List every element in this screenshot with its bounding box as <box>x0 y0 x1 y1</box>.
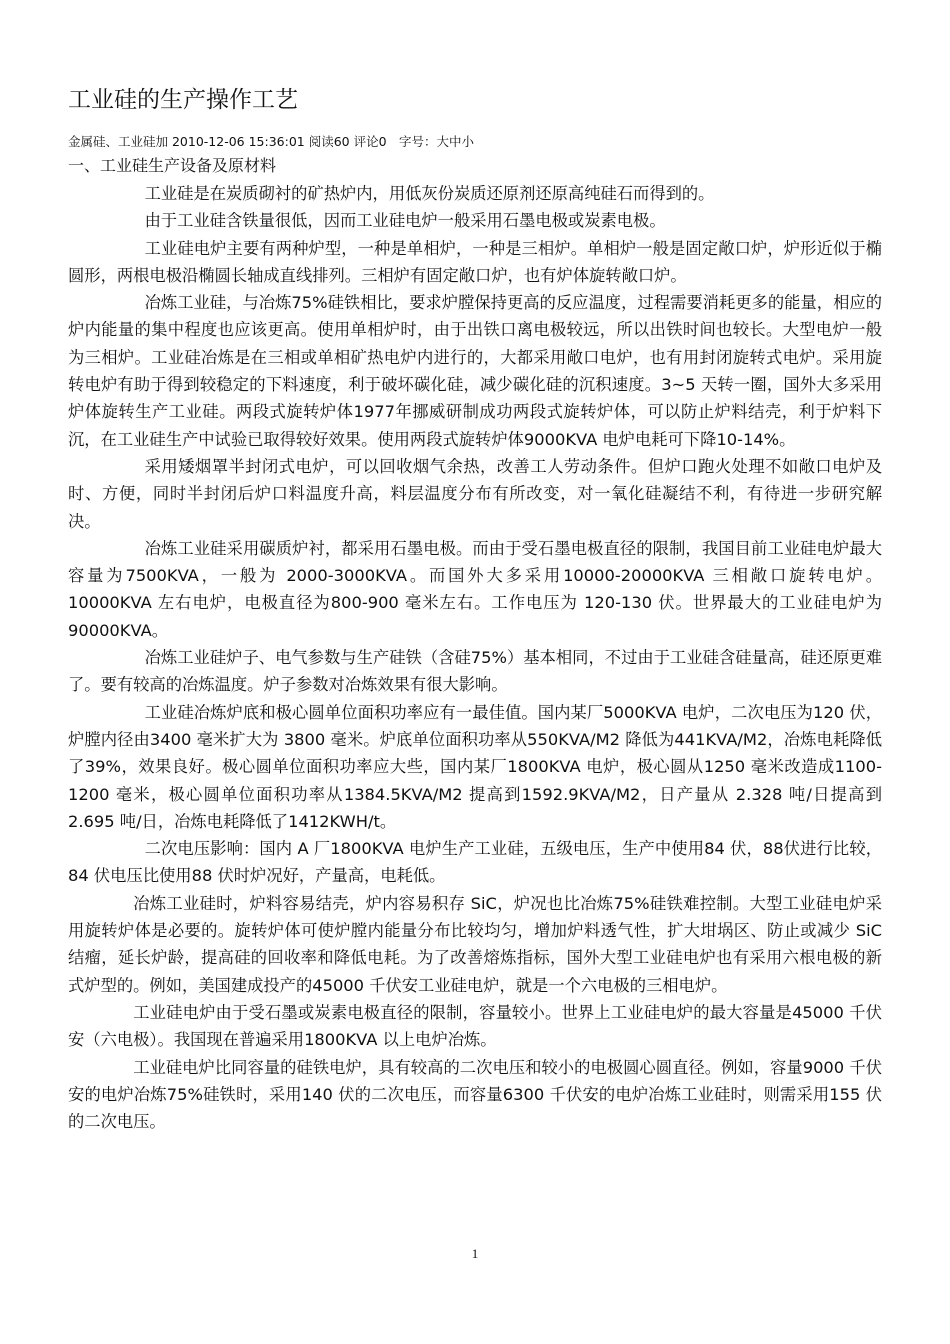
paragraph: 工业硅电炉比同容量的硅铁电炉，具有较高的二次电压和较小的电极圆心圆直径。例如，容量9000 千伏安的电炉冶炼75%硅铁时，采用140 伏的二次电压，而容量6300 千伏安的电炉冶炼工业硅时，则需采用155 伏的二次电压。 <box>68 1057 882 1132</box>
paragraph: 采用矮烟罩半封闭式电炉，可以回收烟气余热，改善工人劳动条件。但炉口跑火处理不如敞口电炉及时、方便，同时半封闭后炉口料温度升高，料层温度分布有所改变，对一氧化硅凝结不利，有待进一步研究解决。 <box>68 456 882 531</box>
paragraph: 由于工业硅含铁量很低，因而工业硅电炉一般采用石墨电极或炭素电极。 <box>144 211 666 231</box>
article-meta: 金属硅、工业硅加 2010-12-06 15:36:01 阅读60 评论0 字号：大中小 <box>68 134 475 149</box>
paragraph: 工业硅冶炼炉底和极心圆单位面积功率应有一最佳值。国内某厂5000KVA 电炉，二次电压为120 伏，炉膛内径由3400 毫米扩大为 3800 毫米。炉底单位面积功率从550KVA/M2 降低为441KVA/M2，冶炼电耗降低了39%，效果良好。极心圆单位面积功率应大些，国内某厂1800KVA 电炉，极心圆从1250 毫米改造成1100-1200 毫米，极心圆单位面积功率从1384.5KVA/M2 提高到1592.9KVA/M2，日产量从 2.328 吨/日提高到2.695 吨/日，冶炼电耗降低了1412KWH/t。 <box>68 702 882 831</box>
paragraph: 冶炼工业硅，与冶炼75%硅铁相比，要求炉膛保持更高的反应温度，过程需要消耗更多的能量，相应的炉内能量的集中程度也应该更高。使用单相炉时，由于出铁口离电极较远，所以出铁时间也较长。大型电炉一般为三相炉。工业硅冶炼是在三相或单相矿热电炉内进行的，大都采用敞口电炉，也有用封闭旋转式电炉。采用旋转电炉有助于得到较稳定的下料速度，利于破坏碳化硅，减少碳化硅的沉积速度。3~5 天转一圈，国外大多采用炉体旋转生产工业硅。两段式旋转炉体1977年挪威研制成功两段式旋转炉体，可以防止炉料结壳，利于炉料下沉，在工业硅生产中试验已取得较好效果。使用两段式旋转炉体9000KVA 电炉电耗可下降10-14%。 <box>68 293 882 449</box>
section-heading: 一、工业硅生产设备及原材料 <box>68 156 277 175</box>
paragraph: 冶炼工业硅采用碳质炉衬，都采用石墨电极。而由于受石墨电极直径的限制，我国目前工业硅电炉最大容量为7500KVA，一般为 2000-3000KVA。而国外大多采用10000-20000KVA 三相敞口旋转电炉。 10000KVA 左右电炉，电极直径为800-900 毫米左右。工作电压为 120-130 伏。世界最大的工业硅电炉为90000KVA。 <box>68 538 882 640</box>
paragraph: 工业硅电炉由于受石墨或炭素电极直径的限制，容量较小。世界上工业硅电炉的最大容量是45000 千伏安（六电极）。我国现在普遍采用1800KVA 以上电炉冶炼。 <box>68 1002 882 1050</box>
page-number: 1 <box>471 1246 479 1261</box>
paragraph: 冶炼工业硅时，炉料容易结壳，炉内容易积存 SiC，炉况也比冶炼75%硅铁难控制。大型工业硅电炉采用旋转炉体是必要的。旋转炉体可使炉膛内能量分布比较均匀，增加炉料透气性，扩大坩埚区、防止或减少 SiC 结瘤，延长炉龄，提高硅的回收率和降低电耗。为了改善熔炼指标，国外大型工业硅电炉也有采用六根电极的新式炉型的。例如，美国建成投产的45000 千伏安工业硅电炉，就是一个六电极的三相电炉。 <box>68 893 882 995</box>
paragraph: 冶炼工业硅炉子、电气参数与生产硅铁（含硅75%）基本相同，不过由于工业硅含硅量高，硅还原更难了。要有较高的冶炼温度。炉子参数对冶炼效果有很大影响。 <box>68 648 882 695</box>
article-body <box>68 180 882 1135</box>
document-title: 工业硅的生产操作工艺 <box>68 87 298 113</box>
paragraph: 工业硅是在炭质砌衬的矿热炉内，用低灰份炭质还原剂还原高纯硅石而得到的。 <box>144 184 715 203</box>
paragraph: 二次电压影响：国内 A 厂1800KVA 电炉生产工业硅，五级电压，生产中使用84 伏，88伏进行比较，84 伏电压比使用88 伏时炉况好，产量高，电耗低。 <box>68 839 882 886</box>
paragraph: 工业硅电炉主要有两种炉型，一种是单相炉，一种是三相炉。单相炉一般是固定敞口炉，炉形近似于椭圆形，两根电极沿椭圆长轴成直线排列。三相炉有固定敞口炉，也有炉体旋转敞口炉。 <box>68 238 882 285</box>
